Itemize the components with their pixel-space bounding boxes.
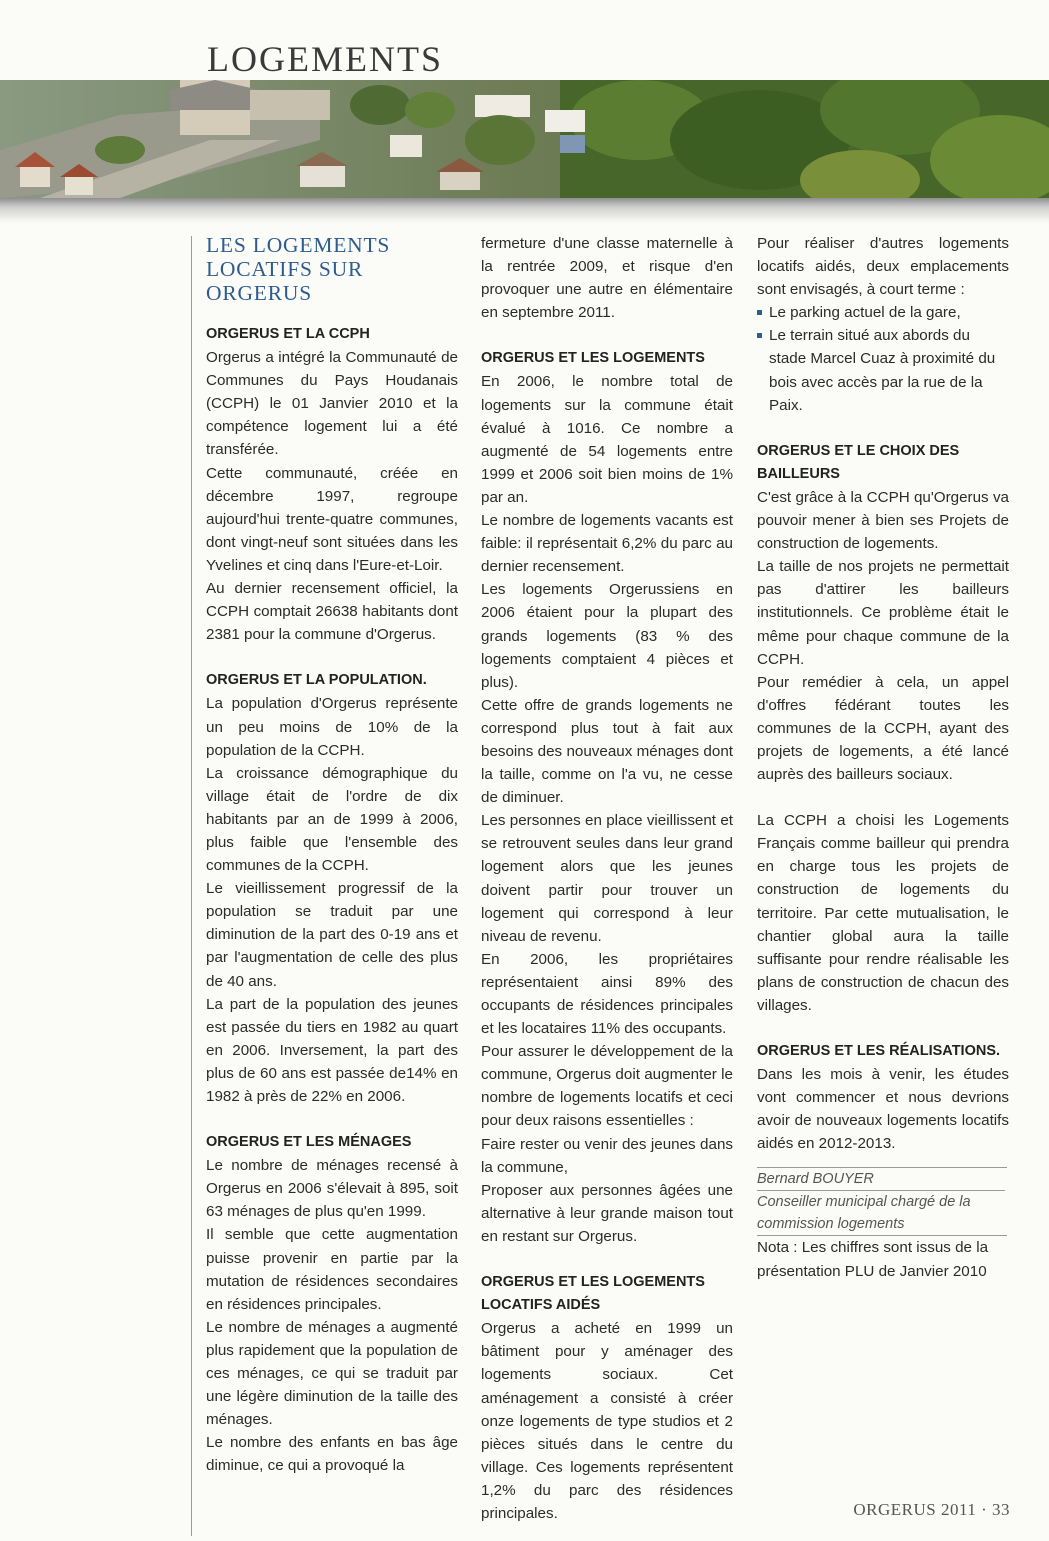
paragraph: Pour assurer le développement de la commune, Orgerus doit augmenter le nombre de logements locatifs et ceci pour deux raisons essentielles : [481, 1043, 733, 1130]
paragraph: Pour remédier à cela, un appel d'offres fédérant toutes les communes de la CCPH, ayant des projets de logements, a été lancé auprès des bailleurs sociaux. [757, 673, 1009, 784]
paragraph: Le nombre de ménages recensé à Orgerus en 2006 s'élevait à 895, soit 63 ménages de plus qu'en 1999. [206, 1157, 458, 1221]
bullet-icon [757, 333, 762, 338]
list-item: Le parking actuel de la gare, [757, 301, 1009, 324]
subheading-logements: ORGERUS ET LES LOGEMENTS [481, 350, 705, 367]
subheading-ccph: ORGERUS ET LA CCPH [206, 326, 370, 342]
bullet-icon [757, 310, 762, 315]
paragraph: Pour réaliser d'autres logements locatifs aidés, deux emplacements sont envisagés, à court terme : [757, 235, 1009, 299]
section-title-line: LES LOGEMENTS [206, 233, 391, 257]
section-title-line: LOCATIFS SUR [206, 257, 364, 281]
footnote: Nota : Les chiffres sont issus de la présentation PLU de Janvier 2010 [757, 1239, 989, 1280]
paragraph: Cette offre de grands logements ne correspond plus tout à fait aux besoins des nouveaux ménages dont la taille, comme on l'a vu, ne cesse de diminuer. [481, 696, 733, 807]
column-3 [757, 232, 1009, 1283]
paragraph: Proposer aux personnes âgées une alternative à leur grande maison tout en restant sur Orgerus. [481, 1181, 733, 1245]
paragraph: Dans les mois à venir, les études vont commencer et nous devrions avoir de nouveaux logements locatifs aidés en 2012-2013. [757, 1066, 1009, 1153]
paragraph: Le nombre de ménages a augmenté plus rapidement que la population de ces ménages, ce qui se traduit par une légère diminution de la taille des ménages. [206, 1318, 458, 1429]
author-role: Conseiller municipal chargé de la commission logements [757, 1194, 971, 1233]
column-2 [481, 232, 733, 1525]
banner-shadow [0, 198, 1049, 224]
subheading-population: ORGERUS ET LA POPULATION. [206, 672, 427, 689]
section-title-line: ORGERUS [206, 281, 312, 305]
page-folio: ORGERUS 2011 · 33 [853, 1500, 1010, 1519]
subheading-bailleurs: ORGERUS ET LE CHOIX DES BAILLEURS [757, 442, 960, 482]
paragraph: Cette communauté, créée en décembre 1997, regroupe aujourd'hui trente-quatre communes, dont vingt-neuf sont situées dans les Yvelines et cinq dans l'Eure-et-Loir. [206, 464, 458, 574]
paragraph: Orgerus a acheté en 1999 un bâtiment pour y aménager des logements sociaux. Cet aménagement a consisté à créer onze logements de type studios et 2 pièces situés dans le centre du village. Ces logements représentent 1,2% du parc des résidences principales. [481, 1320, 733, 1522]
signature-block [757, 1167, 1009, 1236]
column-1 [206, 233, 458, 1478]
paragraph: Faire rester ou venir des jeunes dans la commune, [481, 1135, 733, 1176]
aerial-village-photo [0, 80, 1049, 198]
bullet-list [757, 301, 1009, 416]
paragraph: En 2006, les propriétaires représentaient ainsi 89% des occupants de résidences principales et les locataires 11% des occupants. [481, 950, 733, 1038]
paragraph: La croissance démographique du village était de l'ordre de dix habitants par an de 1999 à 2006, plus faible que l'ensemble des communes de la CCPH. [206, 764, 458, 875]
paragraph: Il semble que cette augmentation puisse provenir en partie par la mutation de résidences secondaires en résidences principales. [206, 1226, 458, 1313]
paragraph: Le nombre de logements vacants est faible: il représentait 6,2% du parc au dernier recensement. [481, 512, 733, 576]
paragraph: Le vieillissement progressif de la population se traduit par une diminution de la part des 0-19 ans et par l'augmentation de celle des plus de 40 ans. [206, 880, 458, 990]
paragraph: Les logements Orgerussiens en 2006 étaient pour la plupart des grands logements (83 % des logements comptaient 4 pièces et plus). [481, 581, 733, 691]
paragraph: fermeture d'une classe maternelle à la rentrée 2009, et risque d'en provoquer une autre en élémentaire en septembre 2011. [481, 235, 733, 322]
subheading-menages: ORGERUS ET LES MÉNAGES [206, 1134, 412, 1151]
paragraph: Le nombre des enfants en bas âge diminue, ce qui a provoqué la [206, 1434, 458, 1475]
paragraph: La CCPH a choisi les Logements Français comme bailleur qui prendra en charge tous les projets de construction de logements du territoire. Par cette mutualisation, le chantier global aura la taille suffisante pour rendre réalisable les plans de construction de chacun des villages. [757, 812, 1009, 1014]
subheading-locatifs-aides: ORGERUS ET LES LOGEMENTS LOCATIFS AIDÉS [481, 1274, 705, 1314]
list-item: Le terrain situé aux abords du stade Marcel Cuaz à proximité du bois avec accès par la rue de la Paix. [757, 324, 1009, 416]
paragraph: La taille de nos projets ne permettait pas d'attirer les bailleurs institutionnels. Ce problème était le même pour chaque commune de la CCPH. [757, 558, 1009, 668]
section-title [206, 233, 458, 305]
page-title: LOGEMENTS [207, 39, 443, 79]
paragraph: La part de la population des jeunes est passée du tiers en 1982 au quart en 2006. Inversement, la part des plus de 60 ans est passée de14% en 1982 à près de 22% en 2006. [206, 995, 458, 1105]
author-name: Bernard BOUYER [757, 1171, 874, 1188]
subheading-realisations: ORGERUS ET LES RÉALISATIONS. [757, 1043, 1001, 1059]
paragraph: La population d'Orgerus représente un peu moins de 10% de la population de la CCPH. [206, 695, 458, 759]
paragraph: En 2006, le nombre total de logements sur la commune était évalué à 1016. Ce nombre a augmenté de 54 logements entre 1999 et 2006 soit bien moins de 1% par an. [481, 373, 733, 506]
paragraph: Orgerus a intégré la Communauté de Communes du Pays Houdanais (CCPH) le 01 Janvier 2010 et la compétence logement lui a été transférée. [206, 349, 458, 459]
paragraph: C'est grâce à la CCPH qu'Orgerus va pouvoir mener à bien ses Projets de construction de logements. [757, 488, 1009, 553]
paragraph: Les personnes en place vieillissent et se retrouvent seules dans leur grand logement alors que les jeunes doivent partir pour trouver un logement qui correspond à leur niveau de revenu. [481, 812, 733, 945]
column-rule [191, 236, 192, 1536]
paragraph: Au dernier recensement officiel, la CCPH comptait 26638 habitants dont 2381 pour la commune d'Orgerus. [206, 580, 458, 644]
